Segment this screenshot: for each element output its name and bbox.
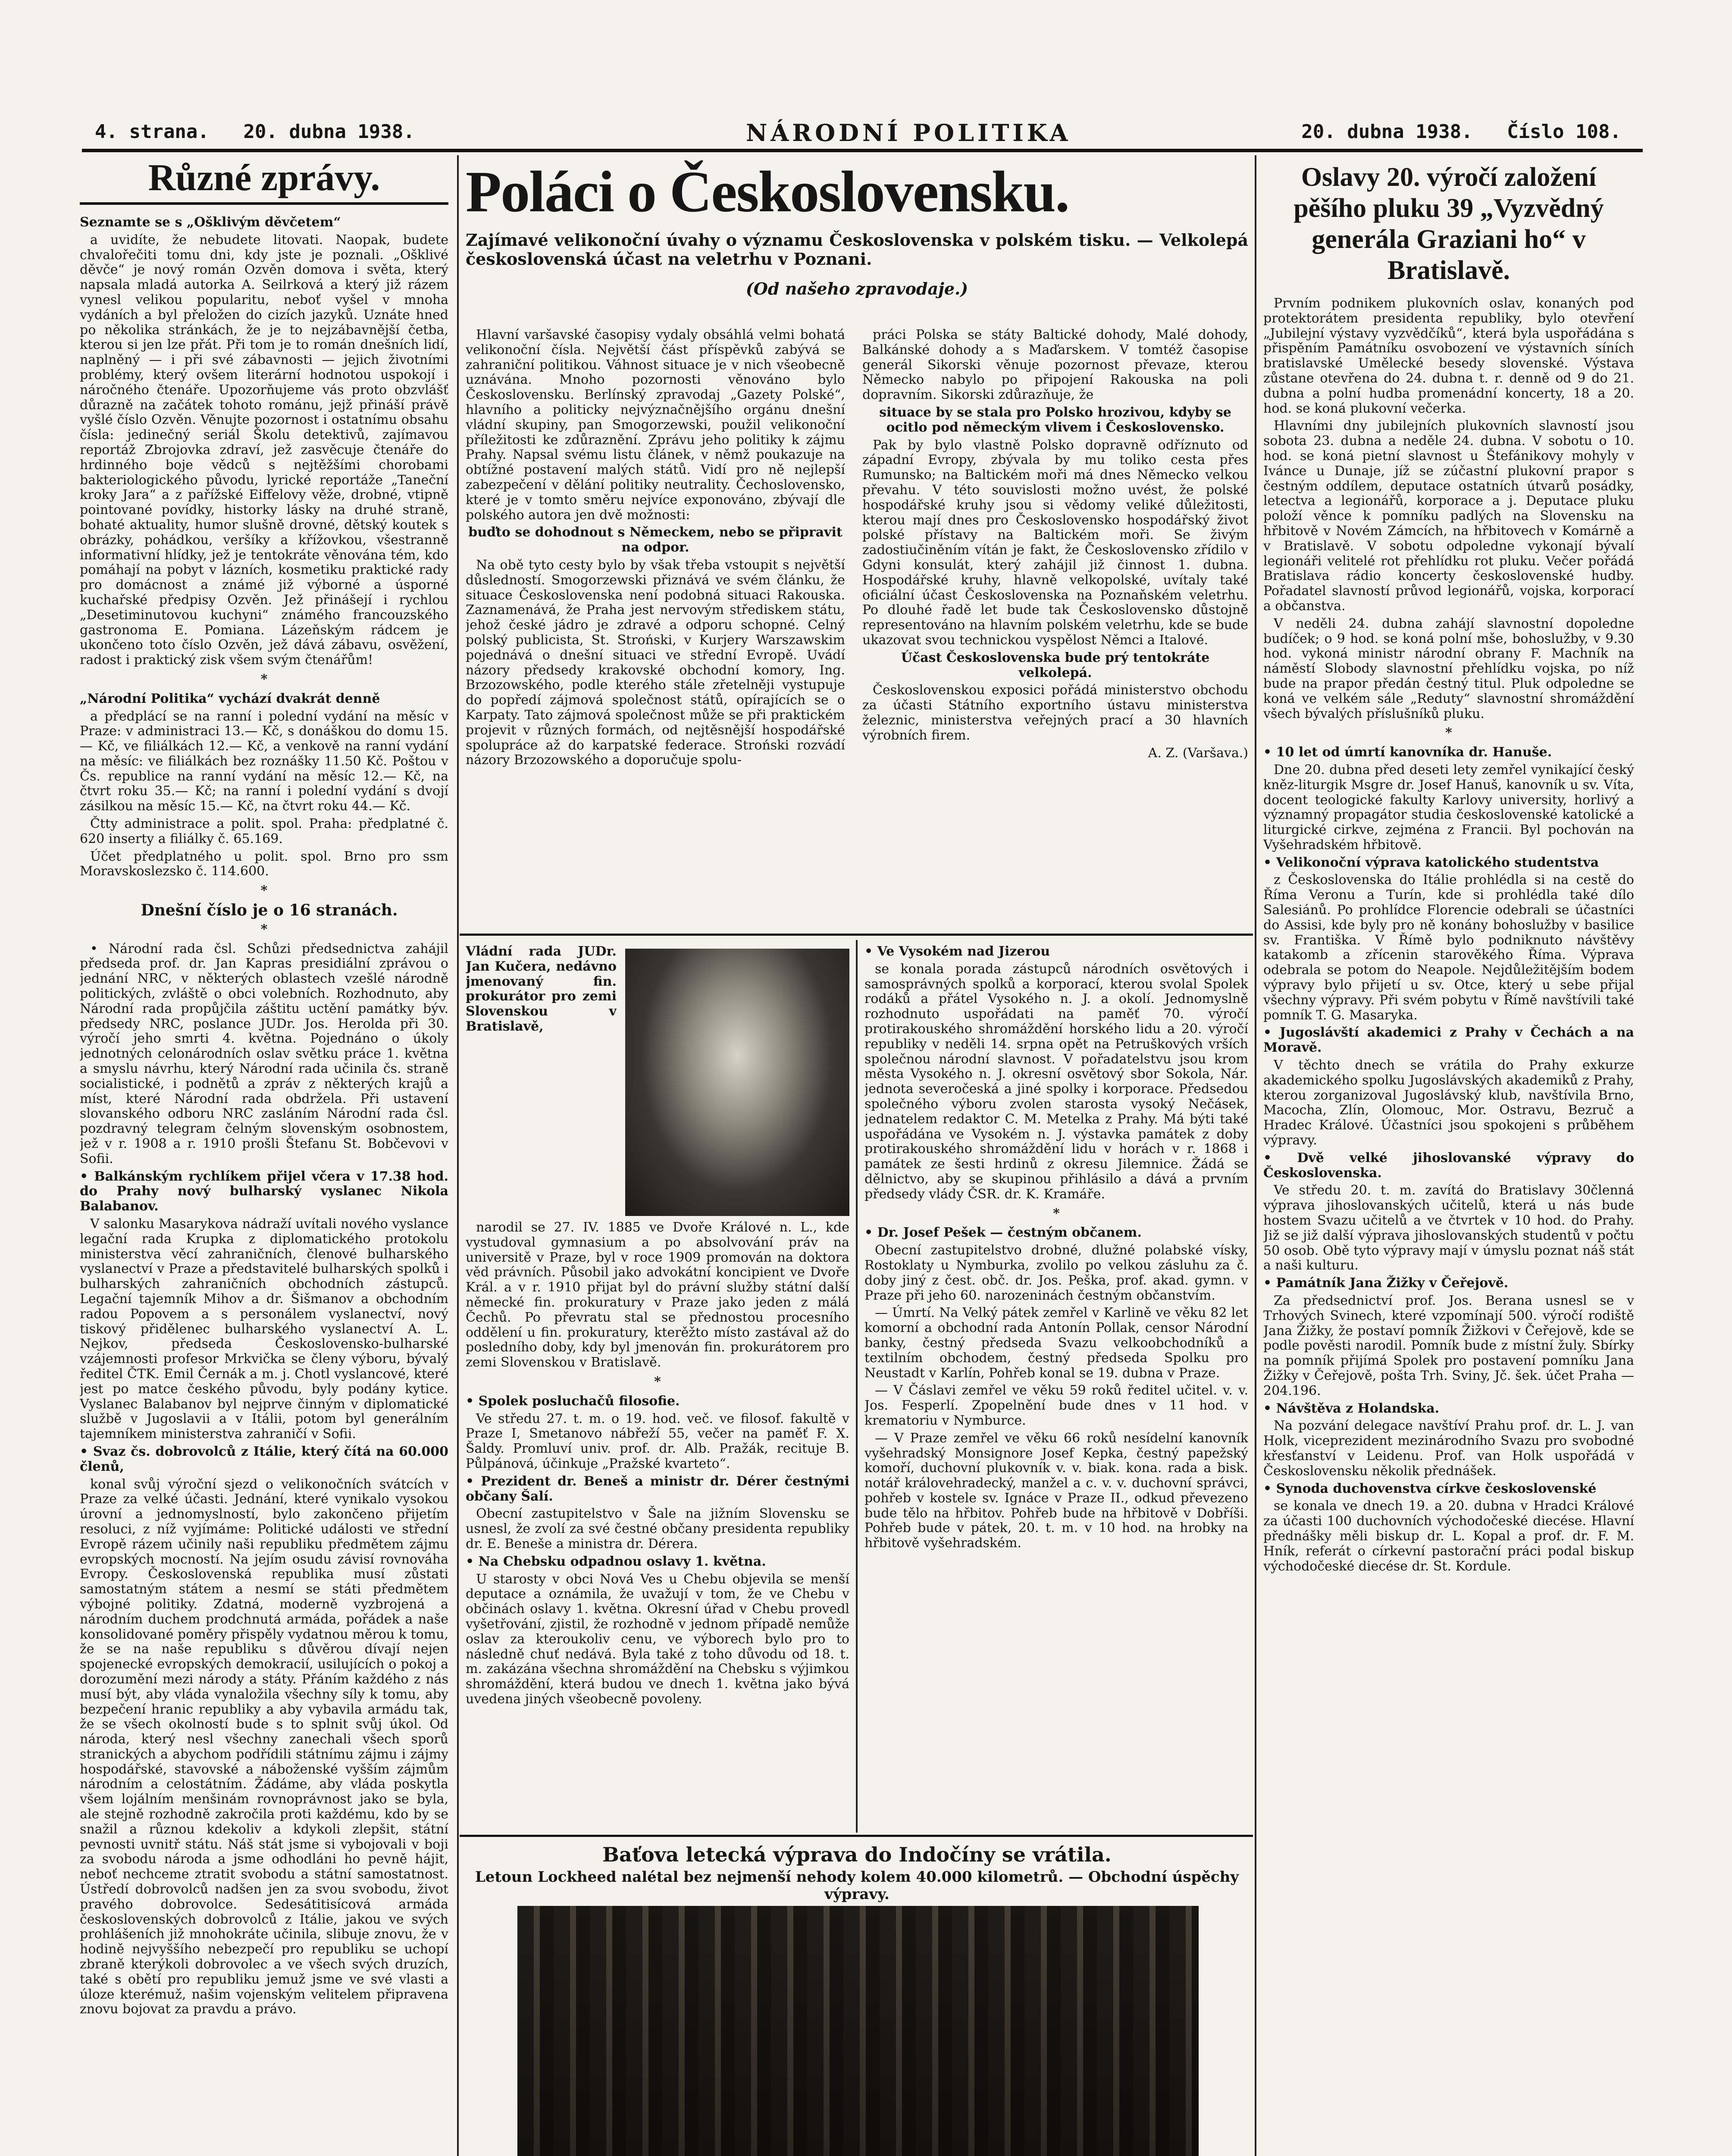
- date-right: 20. dubna 1938.: [1301, 121, 1473, 143]
- note-zizka-text: Za předsednictví prof. Jos. Berana usnesl se v Trhových Svinech, které vzpomínají 500. výročí rodiště Jana Žižky, že postaví pomník Žižkovi v Čeřejově, kde se podle pověsti narodil. Pomník bude z místní žuly. Sbírky na pomník přijímá Spolek pro postavení pomníku Jana Žižky v Čeřejově, pošta Trh. Sviny, Jč. šek. účet Praha — 204.196.: [1263, 1293, 1634, 1398]
- note-vypravy-text: Ve středu 20. t. m. zavítá do Bratislavy 30členná výprava jihoslovanských učitelů, která u nás bude hostem Svazu učitelů a ve čtvrtek v 10 hod. do Prahy. Již se již další výprava jihoslovanských studentů v počtu 50 osob. Obě tyto výpravy mají v úmyslu poznat náš stát a naši kulturu.: [1263, 1183, 1634, 1273]
- oslavy-text-2: Hlavními dny jubilejních plukovních slavností jsou sobota 23. dubna a neděle 24. dubna. V sobotu o 10. hod. se koná pietní slavnost u Štefánikovy mohyly v Ivánce u Dunaje, jíž se zúčastní plukovní prapor s čestným oddílem, deputace ostatních útvarů posádky, letectva a legionářů, korporace a j. Deputace pluku položí věnce k pomníku padlých na Slovensku na hřbitově v Novém Zámcích, na hřbitovech v Komárně a v Bratislavě. V sobotu odpoledne vykonají bývalí legionáři velitelé rot přehlídku rot pluku. Večer pořádá Bratislava rádio koncerty československé hudby. Pořadatel slavností průvod legionářů, vojska, korporací a občanstva.: [1263, 418, 1634, 614]
- section-balabanov-lead: • Balkánským rychlíkem přijel včera v 17.38 hod. do Prahy nový bulharský vyslanec Nikola Balabanov.: [80, 1169, 448, 1214]
- page-number: 4. strana.: [95, 121, 209, 143]
- note-studentstvo-lead: • Velikonoční výprava katolického studentstva: [1263, 855, 1599, 870]
- date-left: 20. dubna 1938.: [243, 121, 415, 143]
- center-left-quote: buďto se dohodnout s Německem, nebo se připravit na odpor.: [468, 525, 843, 555]
- center-article-byline: (Od našeho zpravodaje.): [745, 279, 968, 298]
- column-1-title: Různé zprávy.: [80, 157, 448, 205]
- bata-deck: Letoun Lockheed nalétal bez nejmenší nehody kolem 40.000 kilometrů. — Obchodní úspěchy výpravy.: [475, 1868, 1239, 1903]
- column-1: [80, 157, 448, 2156]
- section-ozveny-text: a uvidíte, že nebudete litovati. Naopak, budete chvalořečiti tomu dni, kdy jste je poznali. „Ošklivé děvče“ je nový román Ozvěn domova i světa, který napsala mladá autorka A. Seilrková a který již rázem vynesl velikou popularitu, neboť vyšel v mnoha vydáních a byl přeložen do cizích jazyků. Uznáte hned po několika stránkách, že je to nejzábavnější četba, kterou si jen lze přát. Při tom je to román dnešních lidí, naplněný — i při své zábavnosti — jejich životními problémy, který ovšem literární hodnotou uspokojí i náročného čtenáře. Upozorňujeme vás proto obzvlášť důrazně na začátek tohoto románu, jejž přináší právě vyšlé číslo Ozvěn. Věnujte pozornost i ostatnímu obsahu čísla: jedinečný seriál Školu detektivů, zajímavou reportáž Zbrojovka zdraví, jež zasvěcuje čtenáře do hrdinného boje vědců s nejtěžšími chorobami bakteriologického původu, lyrické reportáže „Taneční kroky Jara“ a z pařížské Eiffelovy věže, drobné, vtipně pointované povídky, historky lásky na druhé straně, bohaté aktuality, humor slušně drovné, dětský koutek s obrázky, pohádkou, veršíky a křížovkou, všestranně informativní hlídky, jež je tentokráte věnována tém, kdo pomáhají na pobyt v lázních, kosmetiku praktické rady pro domácnost a známé již výborné a úsporné kuchařské předpisy Ozvěn. Jež přinášejí i rychlou „Desetiminutovou kuchyni“ známého francouzského gastronoma E. Pomiana. Lázeňským rádcem je ukončeno toto číslo Ozvěn, jež dává zábavu, osvěžení, radost i praktický zisk všem svým čtenářům!: [80, 232, 448, 668]
- bata-welcome-photo: [517, 1906, 1199, 2156]
- column-3-bottom: [864, 944, 1248, 1828]
- page-date-left: [95, 121, 415, 143]
- column-rule-2: [856, 940, 858, 1833]
- kucera-lead: Vládní rada JUDr. Jan Kučera, nedávno jmenovaný fin. prokurátor pro zemi Slovenskou v Bratislavě,: [466, 944, 617, 1034]
- note-hanus-text: Dne 20. dubna před deseti lety zemřel vynikající český kněz-liturgik Msgre dr. Josef Hanuš, kanovník u sv. Víta, docent teologické fakulty Karlovy university, horlivý a významný propagátor studia československé katolické a liturgické cirkve, zejména z Francii. Byl pochován na Vyšehradském hřbitově.: [1263, 762, 1634, 852]
- kucera-intro: [466, 944, 617, 1186]
- center-right-text-2: Pak by bylo vlastně Polsko dopravně odříznuto od západní Evropy, zbývala by mu toliko cesta přes Rumunsko; na Baltickém moři má dnes Německo velkou převahu. V této souvislosti možno uvést, že polské hospodářské kruhy jsou si vědomy veliké důležitosti, kterou mají dnes pro Československo hospodářský život polské přístavy na Baltickém moři. Se živým zadostiučiněním vítán je fakt, že Československo zřídilo v Gdyni konsulát, který zahájil již činnost 1. dubna. Hospodářské kruhy, hlavně velkopolské, uvítaly také oficiální účast Československa na Poznaňském veletrhu. Po dlouhé řadě let bude tak Československo důstojně representováno na hlavním polském veletrhu, kde se bude ukazovat svou technickou vyspělost Němci a Italové.: [862, 437, 1248, 648]
- center-article-right-column: [862, 328, 1248, 929]
- separator: *: [1445, 725, 1452, 741]
- separator: *: [260, 883, 268, 899]
- section-ozveny-lead: Seznamte se s „Ošklivým děvčetem“: [80, 215, 341, 230]
- bottom-article-rule: [460, 1835, 1253, 1837]
- separator: *: [1053, 1206, 1060, 1221]
- header-rule: [82, 149, 1643, 152]
- center-left-text: Hlavní varšavské časopisy vydaly obsáhlá velmi bohatá velikonoční čísla. Největší část příspěvků zabývá se zahraniční politikou. Váhnost situace je v nich všeobecně uznávána. Mnoho pozornosti věnováno bylo Československu. Berlínský zpravodaj „Gazety Polské“, hlavního a politicky nejvýznačnějšího orgánu dnešní vládní skupiny, pan Smogorzewski, použil velikonoční příležitosti ke zdůraznění. Zprávu jeho politiky k zájmu Prahy. Napsal svému listu článek, v němž poukazuje na obtížné postavení malých států. Vidí pro ně nejlepší zabezpečení v dělání politiky neutrality. Čechoslovensko, které je v tomto směru nejvíce exponováno, zbývají dle polského autora jen dvě možnosti:: [466, 328, 845, 523]
- note-holandsko-lead: • Návštěva z Holandska.: [1263, 1401, 1440, 1416]
- center-signature: A. Z. (Varšava.): [1148, 745, 1248, 761]
- center-right-text-3: Československou exposici pořádá ministerstvo obchodu za účasti Státního exportního ústavu ministerstva železnic, ministerstva veřejných prací a 30 hlavních výrobních firem.: [862, 683, 1248, 743]
- section-subscription-lead: „Národní Politika“ vychází dvakrát denně: [80, 691, 380, 706]
- column-4: [1263, 157, 1634, 2156]
- note-holandsko-text: Na pozvání delegace navštíví Prahu prof. dr. L. J. van Holk, viceprezident mezinárodního Svazu pro svobodné křesťanství v Leidenu. Prof. van Holk uspořádá v Československu několik přednášek.: [1263, 1418, 1634, 1479]
- note-hanus-lead: • 10 let od úmrtí kanovníka dr. Hanuše.: [1263, 745, 1552, 760]
- note-filosofie-lead: • Spolek posluchačů filosofie.: [466, 1393, 680, 1409]
- section-narodni-rada-text: • Národní rada čsl. Schůzi předsednictva zahájil předseda prof. dr. Jan Kapras presidiální zprávou o jednání NRC, v některých oblastech vzešlé národně politických, zvláště o obci volebních. Rozhodnuto, aby Národní rada propůjčila záštitu uctění památky býv. předsedy NRC, poslance JUDr. Jos. Herolda při 30. výročí jeho smrti 4. května. Pojednáno o úkoly jednotných celonárodních oslav světku práce 1. května a smyslu návrhu, který Národní rada učinila čs. straně socialistické, i podnětů a zpráv z některých krajů a míst, které Národní rada obdržela. Při ustavení slovanského odboru NRC zasláním Národní rada čsl. pozdravný telegram čelným slovenským osobnostem, jež v r. 1908 a r. 1910 prošli Štefanu St. Bobčevovi v Sofii.: [80, 941, 448, 1166]
- section-balabanov-text: V salonku Masarykova nádraží uvítali nového vyslance legační rada Krupka z diplomatického protokolu ministerstva věcí zahraničních, členové bulharského vyslanectví v Praze a představitelé bulharských spolků i bulharských zahraničních obchodních zástupců. Legační tajemník Mihov a dr. Šišmanov a obchodním radou Popovem a s personálem vyslanectví, nový tiskový přidělenec bulharského vyslanectví A. L. Nejkov, předseda Československo-bulharské vzájemnosti profesor Mrkvička se členy výboru, bývalý ředitel ČTK. Emil Černák a m. j. Chotl vyslancové, které jest po matce českého původu, byly podány kytice. Vyslanec Balabanov byl nejprve činným v diplomatické službě v Jugoslavii a v Itálii, potom byl generálním tajemníkem ministerstva zahraničí v Sofii.: [80, 1216, 448, 1442]
- issue-number: Číslo 108.: [1507, 121, 1621, 143]
- column-rule-1: [457, 155, 459, 2156]
- note-jugoslavsti-lead: • Jugoslávští akademici z Prahy v Čechách a na Moravě.: [1263, 1025, 1634, 1056]
- section-subscription-text: a předplácí se na ranní i polední vydání na měsíc v Praze: v administraci 13.— Kč, s donáškou do domu 15.— Kč, ve filiálkách 12.— Kč, a venkově na ranní vydání na měsíc: ve filiálkách bez roznášky 11.50 Kč. Poštou v Čs. republice na ranní vydání na měsíc 12.— Kč, na čtvrt roku 35.— Kč; na ranní i polední vydání s dvojí zásilkou na měsíc 15.— Kč, na čtvrt roku 44.— Kč.: [80, 708, 448, 814]
- section-account-text: Účet předplatného u polit. spol. Brno pro ssm Moravskoslezsko č. 114.600.: [80, 849, 448, 879]
- column-2-bottom: [466, 1220, 849, 1828]
- note-chebsko-lead: • Na Chebsku odpadnou oslavy 1. května.: [466, 1554, 766, 1569]
- center-article-left-column: [466, 328, 845, 929]
- section-dobrovolci-lead: • Svaz čs. dobrovolců z Itálie, který čítá na 60.000 členů,: [80, 1444, 448, 1474]
- obituary-caslav: — V Čáslavi zemřel ve věku 59 roků ředitel učitel. v. v. Jos. Fesperlí. Zpopelnění bude dnes v 11 hod. v krematoriu v Nymburce.: [864, 1383, 1248, 1428]
- newspaper-name: NÁRODNÍ POLITIKA: [746, 119, 1071, 147]
- kucera-text: narodil se 27. IV. 1885 ve Dvoře Králové n. L., kde vystudoval gymnasium a po absolvování práv na universitě v Praze, byl v roce 1909 promován na doktora věd právních. Působil jako advokátní koncipient ve Dvoře Král. a v r. 1910 přijat byl do právní služby státní další německé fin. prokuratury v Praze jako jeden z málá Čechů. Po převratu stal se přednostou procesního oddělení u fin. prokuratury, kterěžto místo zastával až do posledního doby, kdy byl jmenován fin. prokurátorem pro zemi Slovenskou v Bratislavě.: [466, 1220, 849, 1370]
- center-left-text-2: Na obě tyto cesty bylo by však třeba vstoupit s největší důsledností. Smogorzewski přiznává ve svém článku, že situace Československa není podobná situaci Rakouska. Zaznamenává, že Praha jest nervovým střediskem státu, jehož české jádro je zdravé a odporu schopné. Celný polský publicista, St. Stroński, v Kurjery Warszawskim pojednává o dnešní situaci ve střední Evropě. Uvádí názory předsedy krakovské obchodní komory, Ing. Brzozowského, podle kterého stále zřetelněji vystupuje do popředí zájmová společnost států, opírajících se o Karpaty. Tato zájmová společnost může se při praktickém projevit v různých formách, od nejtěsnější hospodářské spolupráce až do karpatské federace. Stroński rozvádí názory Brzozowského a doporučuje spolu-: [466, 557, 845, 768]
- note-vypravy-lead: • Dvě velké jihoslovanské výpravy do Československa.: [1263, 1150, 1634, 1181]
- separator: *: [260, 671, 268, 687]
- masthead: [78, 121, 1638, 151]
- note-zizka-lead: • Památník Jana Žižky v Čeřejově.: [1263, 1275, 1509, 1291]
- issue-pages-subhead: Dnešní číslo je o 16 stranách.: [141, 901, 398, 920]
- center-right-text: práci Polska se státy Baltické dohody, Malé dohody, Balkánské dohody a s Maďarskem. V tomtéž časopise generál Sikorski věnuje pozornost převaze, kterou Německo nabylo po připojení Rakouska na poli dopravním. Sikorski zdůrazňuje, že: [862, 328, 1248, 403]
- center-article-rule: [460, 934, 1253, 936]
- center-right-quote-2: Účast Československa bude prý tentokráte velkolepá.: [901, 650, 1210, 680]
- note-studentstvo-text: z Československa do Itálie prohlédla si na cestě do Říma Veronu a Turín, kde si prohlédla také dílo Salesiánů. Po prohlídce Florencie odebrali se účastníci do Assisi, kde byly pro ně konány bohoslužby v basilice sv. Františka. V Římě bylo podniknuto návštěvy katakomb a zřícenin starověkého Říma. Výprava odebrala se potom do Neapole. Nejdůležitějším bodem výpravy bylo přijetí u sv. Otce, který u sebe přijal všechny výpravy. Při svém pobytu v Římě navštívili také pomník T. G. Masaryka.: [1263, 872, 1634, 1023]
- note-synoda-text: se konala ve dnech 19. a 20. dubna v Hradci Králové za účasti 100 duchovních východočeské diecése. Hlavní přednášky měli biskup dr. L. Kopal a prof. dr. F. M. Hník, referát o církevní pastorační práci podal biskup východočeské diecése dr. St. Kordule.: [1263, 1498, 1634, 1574]
- obituary-kepka: — V Praze zemřel ve věku 66 roků nesídelní kanovník vyšehradský Monsignore Josef Kepka, čestný papežský komoří, duchovní plukovník v. v. biak. kona. rada a bisk. notář královehradecký, manžel a c. v. v. duchovní správci, pohřeb v kostele sv. Ignáce v Praze II., odkud převezeno bude tělo na hřbitov. Pohřeb bude na hřbitově v Dobříši. Pohřeb bude v pátek, 20. t. m. v 10 hod. na hrobky na hřbitově vyšehradském.: [864, 1430, 1248, 1551]
- note-benes-lead: • Prezident dr. Beneš a ministr dr. Dérer čestnými občany Šalí.: [466, 1473, 849, 1504]
- bata-article-header: [466, 1841, 1248, 1905]
- column-4-title: Oslavy 20. výročí založení pěšího pluku 39 „Vyzvědný generála Graziani ho“ v Bratislavě.: [1294, 163, 1604, 285]
- section-administration-text: Čtty administrace a polit. spol. Praha: předplatné č. 620 inserty a filiálky č. 65.169.: [80, 816, 448, 846]
- note-pesek-lead: • Dr. Josef Pešek — čestným občanem.: [864, 1225, 1142, 1241]
- kucera-portrait-photo: [625, 949, 849, 1216]
- page-date-right: [1301, 121, 1621, 143]
- center-article-title: Poláci o Československu.: [466, 160, 1069, 224]
- separator: *: [260, 921, 268, 937]
- note-chebsko-text: U starosty v obci Nová Ves u Chebu objevila se menší deputace a oznámila, že uvažují v tom, že ve Chebu v občinách oslavy 1. května. Okresní úřad v Chebu provedl vyšetřování, zjistil, že rozhodně v jednom případě nemůže oslav za kteroukoliv cenu, ve výborech bylo pro to následně chuť nedává. Byla také z toho důvodu od 18. t. m. zakázána všechna shromáždění na Chebsku s výjimkou shromáždění, která budou ve dnech 1. května jako bývá uvedena jiných všeobecně povoleny.: [466, 1571, 849, 1707]
- oslavy-text-3: V neděli 24. dubna zahájí slavnostní dopoledne budíček; o 9 hod. se koná polní mše, bohoslužby, v 9.30 hod. vykoná ministr národní obrany F. Machník na náměstí Slobody slavnostní přehlídku vojska, po níž bude na prapor předán čestný titul. Pluk odpoledne se koná ve velkém sále „Reduty“ slavnostní shromáždění všech bývalých příslušníků pluku.: [1263, 616, 1634, 721]
- note-benes-text: Obecní zastupitelstvo v Šale na jižním Slovensku se usnesl, že zvolí za své čestné občany presidenta republiky dr. E. Beneše a ministra dr. Dérera.: [466, 1506, 849, 1551]
- note-vysoke-lead: • Ve Vysokém nad Jizerou: [864, 944, 1050, 959]
- oslavy-text-1: Prvním podnikem plukovních oslav, konaných pod protektorátem presidenta republiky, bylo otevření „Jubilejní výstavy vyzvědčíků“, která byla uspořádána s přispěním Památníku osvobození ve výstavních síních bratislavské Umělecké besedy slovenské. Výstava zůstane otevřena do 24. dubna t. r. denně od 9 do 21. dubna a polní hudba promenádní koncerty, 18 a 20. hod. se koná plukovní večerka.: [1263, 296, 1634, 416]
- obituary-pollak: — Úmrtí. Na Velký pátek zemřel v Karlině ve věku 82 let komorní a obchodní rada Antonín Pollak, censor Národní banky, čestný předseda Svazu velkoobchodníků a textilním obchodem, čestný předseda Spolku pro Neustadt v Karlín, Pohřeb konal se 19. dubna v Praze.: [864, 1305, 1248, 1381]
- center-article-deck: Zajímavé velikonoční úvahy o významu Československa v polském tisku. — Velkolepá československá účast na veletrhu v Poznani.: [466, 230, 1248, 269]
- note-filosofie-text: Ve středu 27. t. m. o 19. hod. več. ve filosof. fakultě v Praze I, Smetanovo nábřeží 55, večer na paměť F. X. Šaldy. Promluví univ. prof. dr. Alb. Pražák, recituje B. Půlpánová, účinkuje „Pražské kvarteto“.: [466, 1411, 849, 1471]
- note-pesek-text: Obecní zastupitelstvo drobné, dlužné polabské vísky, Rostoklaty u Nymburka, zvolilo po velkou zásluhu za č. doby jiný z čest. obč. dr. Jos. Peška, prof. akad. gymn. v Praze při jeho 60. narozeninách čestným občanstvím.: [864, 1243, 1248, 1303]
- separator: *: [654, 1374, 661, 1389]
- center-article-header: [466, 162, 1248, 307]
- note-vysoke-text: se konala porada zástupců národních osvětových i samosprávných spolků a korporací, kterou svolal Spolek rodáků a přátel Vysokého n. J. a okolí. Jednomyslně rozhodnuto uspořádati na paměť 70. výročí protirakouského shromáždění horského lidu a 20. výročí republiky v neděli 14. srpna opět na Petruškových vrších společnou národní slavnost. V pořadatelstvu jsou krom města Vysokého n. J. okresní osvětový sbor Sokola, Nár. jednota severočeská a jiné spolky i korporace. Předsedou společného výboru zvolen starosta vysoký Nečásek, jednatelem redaktor C. M. Metelka z Prahy. Má býti také uspořádána ve Vysokém n. J. výstavka památek z doby protirakouského shromáždění lidu v horách v r. 1868 i památek ze šesti hrdinů z okresu Jilemnice. Žádá se dělnictvo, aby se skupinou přihlásilo a dává a prvním předsedy vlády ČSR. dr. K. Kramáře.: [864, 961, 1248, 1202]
- bata-title: Baťova letecká výprava do Indočíny se vrátila.: [602, 1843, 1112, 1866]
- center-right-quote: situace by se stala pro Polsko hrozivou, kdyby se ocitlo pod německým vlivem i Československo.: [879, 404, 1231, 435]
- note-synoda-lead: • Synoda duchovenstva církve československé: [1263, 1481, 1597, 1496]
- section-dobrovolci-text: konal svůj výroční sjezd o velikonočních svátcích v Praze za velké účasti. Jednání, které vynikalo vysokou úrovní a jednomyslností, bylo zakončeno přijetím resoluci, z níž vyjímáme: Politické události ve střední Evropě rázem učinily naši republiku předmětem zájmu evropských mocností. Na jejím osudu závisí rovnováha Evropy. Československá republika musí zůstati samostatným státem a nesmí se státi předmětem výbojné politiky. Zdatná, moderně vyzbrojená a národním duchem prodchnutá armáda, pořádek a naše konsolidované poměry přispěly vydatnou měrou k tomu, že se na naše republiku s důvěrou dívají nejen spojenecké evropských demokracií, usilujících o pokoj a dorozumění mezi národy a státy. Přáním každého z nás musí být, aby vláda vynaložila všechny síly k tomu, aby bezpečení hranic republiky a aby vybavila armádu tak, že se všech okolností bude s to splnit svůj úkol. Od národa, který nesl všechny zanechali všech sporů stranických a abychom podřídili státnímu zájmu i zájmy hospodářské, stavovské a náboženské vyšším zájmům národním a celostátním. Žádáme, aby vláda poskytla všem lojálním menšinám rovnoprávnost jako se byla, ale stejně rozhodně zakročila proti každému, kdo by se snažil a různou kdekoliv a kdykoli zlepšit, státní pevnosti uvnitř státu. Náš stát jsme si vybojovali v boji za svobodu národa a jsme odhodláni ho pevně hájit, neboť nechceme ztratit svobodu a státní samostatnost. Ústředí dobrovolců nadšen jen za svou svobodu, život pravého dobrovolce. Sedesátitisícová armáda československých dobrovolců z Itálie, jakou ve svých prohlášeních již mnohokráte učinila, slibuje znovu, že v hodině nejvyššího nebezpečí pro republiku se uchopí zbraně kterýkoli dobrovolec a ve všech svých druzích, také s obětí pro republiku jemuž jsme ve své vlasti a úloze kterémuž, našim vojenským velitelem připravena znovu bojovat za pravdu a právo.: [80, 1476, 448, 2017]
- note-jugoslavsti-text: V těchto dnech se vrátila do Prahy exkurze akademického spolku Jugoslávských akademiků z Prahy, kterou zorganizoval Jugoslávský klub, navštívila Brno, Macocha, Zlín, Olomouc, Mor. Ostravu, Bezruč a Hradec Králové. Účastníci jsou spokojeni s průběhem výpravy.: [1263, 1058, 1634, 1148]
- column-rule-3: [1255, 155, 1256, 2156]
